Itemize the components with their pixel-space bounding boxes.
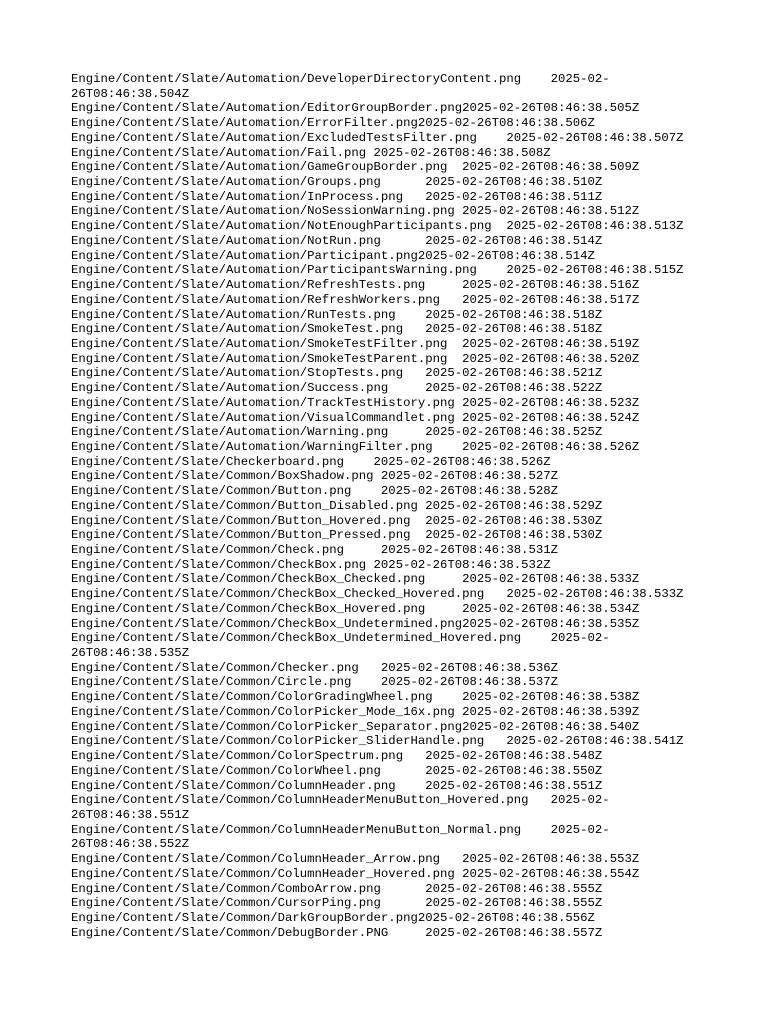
listing-line: Engine/Content/Slate/Automation/DeveloperDirectoryContent.png 2025-02- [71, 72, 610, 86]
listing-line: Engine/Content/Slate/Common/ColorWheel.png 2025-02-26T08:46:38.550Z [71, 763, 603, 778]
listing-line: Engine/Content/Slate/Automation/SmokeTestParent.png 2025-02-26T08:46:38.520Z [71, 351, 640, 366]
listing-line: Engine/Content/Slate/Common/ColorPicker_Mode_16x.png 2025-02-26T08:46:38.539Z [71, 704, 640, 719]
listing-line: Engine/Content/Slate/Automation/RunTests.png 2025-02-26T08:46:38.518Z [71, 307, 603, 322]
listing-line: Engine/Content/Slate/Common/Button_Hovered.png 2025-02-26T08:46:38.530Z [71, 513, 603, 528]
listing-line: Engine/Content/Slate/Common/Button_Disabled.png 2025-02-26T08:46:38.529Z [71, 498, 603, 513]
listing-line: Engine/Content/Slate/Automation/Fail.png 2025-02-26T08:46:38.508Z [71, 145, 551, 160]
listing-line: Engine/Content/Slate/Common/ColumnHeaderMenuButton_Normal.png 2025-02- [71, 822, 610, 837]
listing-line: Engine/Content/Slate/Common/Circle.png 2025-02-26T08:46:38.537Z [71, 675, 559, 690]
listing-line: Engine/Content/Slate/Automation/RefreshTests.png 2025-02-26T08:46:38.516Z [71, 278, 640, 293]
listing-line: Engine/Content/Slate/Common/Button_Pressed.png 2025-02-26T08:46:38.530Z [71, 528, 603, 543]
listing-line: Engine/Content/Slate/Automation/RefreshWorkers.png 2025-02-26T08:46:38.517Z [71, 292, 640, 307]
file-listing [71, 72, 711, 940]
listing-line: Engine/Content/Slate/Common/ColumnHeader_Arrow.png 2025-02-26T08:46:38.553Z [71, 852, 640, 867]
listing-line: Engine/Content/Slate/Automation/StopTests.png 2025-02-26T08:46:38.521Z [71, 366, 603, 381]
listing-line: Engine/Content/Slate/Common/ColumnHeader.png 2025-02-26T08:46:38.551Z [71, 778, 603, 793]
listing-line: Engine/Content/Slate/Automation/WarningFilter.png 2025-02-26T08:46:38.526Z [71, 439, 640, 454]
listing-line: Engine/Content/Slate/Common/Check.png 2025-02-26T08:46:38.531Z [71, 543, 559, 557]
listing-line: 26T08:46:38.504Z [71, 86, 190, 101]
listing-line: 26T08:46:38.551Z [71, 807, 190, 822]
listing-line: Engine/Content/Slate/Common/CheckBox_Checked.png 2025-02-26T08:46:38.533Z [71, 572, 640, 587]
listing-line: Engine/Content/Slate/Automation/Success.png 2025-02-26T08:46:38.522Z [71, 381, 603, 396]
listing-line: 26T08:46:38.552Z [71, 837, 190, 852]
listing-line: Engine/Content/Slate/Automation/ParticipantsWarning.png 2025-02-26T08:46:38.515Z [71, 263, 684, 278]
listing-line: Engine/Content/Slate/Common/ColumnHeaderMenuButton_Hovered.png 2025-02- [71, 793, 610, 808]
listing-line: Engine/Content/Slate/Automation/Participant.png2025-02-26T08:46:38.514Z [71, 248, 595, 263]
listing-line: Engine/Content/Slate/Automation/TrackTestHistory.png 2025-02-26T08:46:38.523Z [71, 395, 640, 410]
listing-line: Engine/Content/Slate/Common/ComboArrow.png 2025-02-26T08:46:38.555Z [71, 881, 603, 896]
listing-line: Engine/Content/Slate/Common/CheckBox_Undetermined_Hovered.png 2025-02- [71, 631, 610, 646]
listing-line: Engine/Content/Slate/Common/CheckBox.png 2025-02-26T08:46:38.532Z [71, 557, 551, 572]
listing-line: Engine/Content/Slate/Common/DarkGroupBorder.png2025-02-26T08:46:38.556Z [71, 910, 595, 925]
listing-line: Engine/Content/Slate/Common/Checker.png 2025-02-26T08:46:38.536Z [71, 660, 559, 675]
listing-line: Engine/Content/Slate/Common/BoxShadow.png 2025-02-26T08:46:38.527Z [71, 469, 559, 484]
listing-line: Engine/Content/Slate/Common/ColumnHeader_Hovered.png 2025-02-26T08:46:38.554Z [71, 866, 640, 881]
listing-line: Engine/Content/Slate/Common/CursorPing.png 2025-02-26T08:46:38.555Z [71, 896, 603, 911]
listing-line: Engine/Content/Slate/Common/CheckBox_Undetermined.png2025-02-26T08:46:38.535Z [71, 616, 640, 631]
listing-line: Engine/Content/Slate/Common/ColorPicker_Separator.png2025-02-26T08:46:38.540Z [71, 719, 640, 734]
listing-line: Engine/Content/Slate/Automation/VisualCommandlet.png 2025-02-26T08:46:38.524Z [71, 410, 640, 425]
listing-line: Engine/Content/Slate/Automation/GameGroupBorder.png 2025-02-26T08:46:38.509Z [71, 160, 640, 175]
listing-line: Engine/Content/Slate/Automation/InProcess.png 2025-02-26T08:46:38.511Z [71, 189, 603, 204]
listing-line: Engine/Content/Slate/Automation/NoSessionWarning.png 2025-02-26T08:46:38.512Z [71, 204, 640, 219]
listing-line: Engine/Content/Slate/Automation/SmokeTestFilter.png 2025-02-26T08:46:38.519Z [71, 336, 640, 351]
listing-line: Engine/Content/Slate/Common/ColorSpectrum.png 2025-02-26T08:46:38.548Z [71, 749, 603, 764]
listing-line: Engine/Content/Slate/Automation/Groups.png 2025-02-26T08:46:38.510Z [71, 175, 603, 190]
listing-line: Engine/Content/Slate/Checkerboard.png 2025-02-26T08:46:38.526Z [71, 454, 551, 469]
listing-line: Engine/Content/Slate/Common/CheckBox_Checked_Hovered.png 2025-02-26T08:46:38.533Z [71, 587, 684, 602]
listing-line: Engine/Content/Slate/Common/ColorPicker_SliderHandle.png 2025-02-26T08:46:38.541Z [71, 734, 684, 749]
listing-line: Engine/Content/Slate/Common/DebugBorder.PNG 2025-02-26T08:46:38.557Z [71, 925, 603, 940]
listing-line: 26T08:46:38.535Z [71, 646, 190, 661]
listing-line: Engine/Content/Slate/Automation/Warning.png 2025-02-26T08:46:38.525Z [71, 425, 603, 440]
listing-line: Engine/Content/Slate/Common/ColorGradingWheel.png 2025-02-26T08:46:38.538Z [71, 690, 640, 705]
listing-line: Engine/Content/Slate/Common/CheckBox_Hovered.png 2025-02-26T08:46:38.534Z [71, 601, 640, 616]
listing-line: Engine/Content/Slate/Automation/SmokeTest.png 2025-02-26T08:46:38.518Z [71, 322, 603, 337]
listing-line: Engine/Content/Slate/Automation/ErrorFilter.png2025-02-26T08:46:38.506Z [71, 116, 595, 131]
listing-line: Engine/Content/Slate/Common/Button.png 2025-02-26T08:46:38.528Z [71, 484, 559, 499]
listing-line: Engine/Content/Slate/Automation/ExcludedTestsFilter.png 2025-02-26T08:46:38.507Z [71, 130, 684, 145]
listing-line: Engine/Content/Slate/Automation/NotEnoughParticipants.png 2025-02-26T08:46:38.513Z [71, 219, 684, 234]
listing-line: Engine/Content/Slate/Automation/NotRun.png 2025-02-26T08:46:38.514Z [71, 233, 603, 248]
listing-line: Engine/Content/Slate/Automation/EditorGroupBorder.png2025-02-26T08:46:38.505Z [71, 101, 640, 116]
